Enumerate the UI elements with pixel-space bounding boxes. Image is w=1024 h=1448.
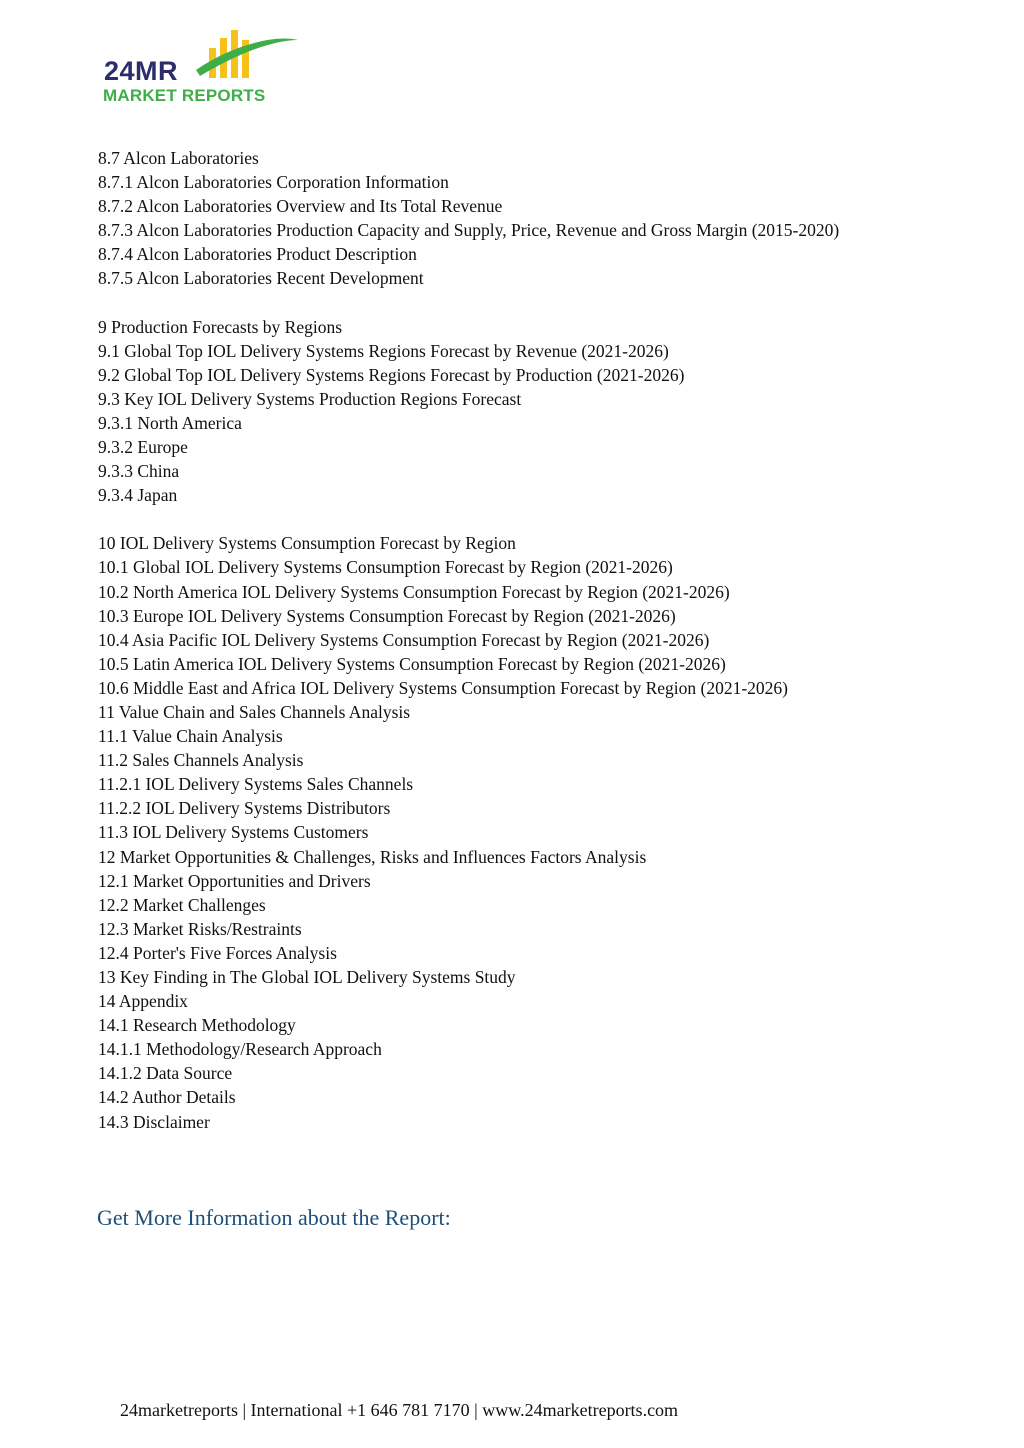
toc-entry: 14.1.1 Methodology/Research Approach xyxy=(98,1039,382,1060)
toc-entry: 9.3.3 China xyxy=(98,461,180,482)
toc-entry: 13 Key Finding in The Global IOL Delivery Systems Study xyxy=(98,967,516,987)
toc-entry: 12.3 Market Risks/Restraints xyxy=(98,918,302,939)
toc-entry: 14 Appendix xyxy=(98,991,188,1012)
toc-entry: 8.7 Alcon Laboratories xyxy=(98,148,259,168)
table-of-contents xyxy=(98,146,958,1134)
toc-entry: 12 Market Opportunities & Challenges, Risks and Influences Factors Analysis xyxy=(98,846,647,867)
toc-entry: 9.1 Global Top IOL Delivery Systems Regions Forecast by Revenue (2021-2026) xyxy=(98,340,669,361)
toc-entry: 9.3.1 North America xyxy=(98,412,242,433)
toc-entry: 11.3 IOL Delivery Systems Customers xyxy=(98,822,369,843)
toc-section xyxy=(98,531,958,1133)
toc-entry: 14.2 Author Details xyxy=(98,1087,236,1108)
toc-entry: 8.7.3 Alcon Laboratories Production Capacity and Supply, Price, Revenue and Gross Margin (2015-2020) xyxy=(98,220,840,241)
toc-entry: 10.1 Global IOL Delivery Systems Consumption Forecast by Region (2021-2026) xyxy=(98,557,673,578)
toc-entry: 12.4 Porter's Five Forces Analysis xyxy=(98,942,337,963)
toc-entry: 8.7.4 Alcon Laboratories Product Description xyxy=(98,244,417,265)
toc-section xyxy=(98,146,958,291)
toc-entry: 14.1 Research Methodology xyxy=(98,1015,296,1036)
toc-entry: 10.6 Middle East and Africa IOL Delivery Systems Consumption Forecast by Region (2021-2026) xyxy=(98,677,789,698)
toc-entry: 9.3 Key IOL Delivery Systems Production Regions Forecast xyxy=(98,388,522,409)
logo-brand-name: MARKET REPORTS xyxy=(103,86,266,105)
toc-entry: 9.2 Global Top IOL Delivery Systems Regions Forecast by Production (2021-2026) xyxy=(98,364,685,385)
toc-entry: 8.7.5 Alcon Laboratories Recent Development xyxy=(98,268,424,289)
toc-entry: 14.1.2 Data Source xyxy=(98,1063,233,1084)
toc-section xyxy=(98,315,958,508)
toc-entry: 10 IOL Delivery Systems Consumption Forecast by Region xyxy=(98,533,516,554)
toc-entry: 9.3.2 Europe xyxy=(98,437,188,458)
toc-entry: 10.5 Latin America IOL Delivery Systems Consumption Forecast by Region (2021-2026) xyxy=(98,653,726,674)
toc-entry: 9 Production Forecasts by Regions xyxy=(98,316,343,337)
toc-entry: 11.1 Value Chain Analysis xyxy=(98,726,283,747)
toc-entry: 12.1 Market Opportunities and Drivers xyxy=(98,870,371,891)
page-footer: 24marketreports | International +1 646 781 7170 | www.24marketreports.com xyxy=(120,1400,679,1420)
toc-entry: 11 Value Chain and Sales Channels Analysis xyxy=(98,701,411,722)
logo-brand-number: 24MR xyxy=(104,56,179,86)
toc-entry: 10.2 North America IOL Delivery Systems Consumption Forecast by Region (2021-2026) xyxy=(98,581,730,602)
toc-entry: 8.7.2 Alcon Laboratories Overview and Its Total Revenue xyxy=(98,196,503,217)
company-logo xyxy=(100,28,305,108)
toc-entry: 14.3 Disclaimer xyxy=(98,1111,210,1132)
toc-entry: 11.2.2 IOL Delivery Systems Distributors xyxy=(98,798,391,819)
toc-entry: 11.2.1 IOL Delivery Systems Sales Channels xyxy=(98,774,414,795)
toc-entry: 10.3 Europe IOL Delivery Systems Consumption Forecast by Region (2021-2026) xyxy=(98,605,676,626)
more-information-heading: Get More Information about the Report: xyxy=(97,1205,451,1230)
toc-entry: 9.3.4 Japan xyxy=(98,485,178,506)
toc-entry: 12.2 Market Challenges xyxy=(98,894,266,915)
toc-entry: 10.4 Asia Pacific IOL Delivery Systems Consumption Forecast by Region (2021-2026) xyxy=(98,629,710,650)
toc-entry: 11.2 Sales Channels Analysis xyxy=(98,750,304,771)
toc-entry: 8.7.1 Alcon Laboratories Corporation Information xyxy=(98,172,449,193)
